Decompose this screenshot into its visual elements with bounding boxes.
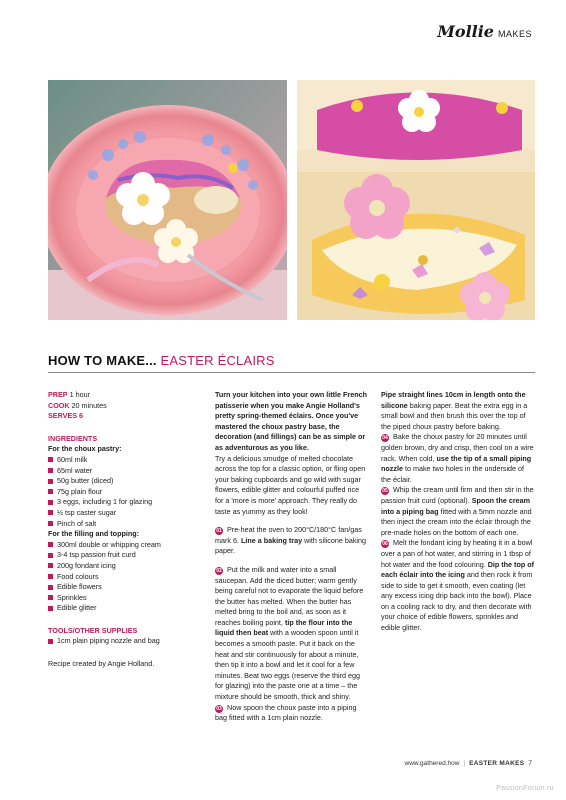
serves-value: 6 <box>79 411 84 421</box>
serves-label: SERVES <box>48 411 78 421</box>
list-item: Edible glitter <box>48 603 198 614</box>
brand-logo <box>437 22 532 41</box>
step-06: 06 Melt the fondant icing by heating it in a bowl over a pan of hot water, and stirring in 1 tbsp of hot water and the food colouring. Dip the top of each éclair into the icing and then rock it from side to side to get it smooth, even coating (let any excess icing drip back into the bowl). Place on a cooling rack to dry, and then decorate with your choice of edible flowers, sprinkles and edible glitter. <box>381 538 535 633</box>
filling-heading: For the filling and topping: <box>48 529 140 539</box>
step-03-continued: Pipe straight lines 10cm in length onto the silicone baking paper. Beat the extra egg in a small bowl and then brush this over the top of the piped choux pastry before baking. <box>381 390 528 431</box>
page-number: 7 <box>528 760 532 767</box>
bullet-square-icon <box>48 521 53 526</box>
list-item: 300ml double or whipping cream <box>48 540 198 551</box>
step-number-badge: 06 <box>382 541 388 548</box>
intro-text: Try a delicious smudge of melted chocolate across the top for a classic option, or fling open your baking cupboards and go wild with sugar flowers, edible glitter and colourful puffed rice for a 'more is more' approach. They really do taste as yummy as they look! <box>215 453 366 516</box>
bullet-square-icon <box>48 479 53 484</box>
method-column-1 <box>215 390 368 724</box>
section-title <box>48 353 275 368</box>
section-title-accent: EASTER ÉCLAIRS <box>160 353 275 368</box>
watermark: PassionForum.ru <box>496 785 554 792</box>
footer-divider: | <box>463 760 466 767</box>
bullet-square-icon <box>48 553 53 558</box>
title-divider <box>48 372 535 373</box>
list-item: ½ tsp caster sugar <box>48 508 198 519</box>
bullet-square-icon <box>48 606 53 611</box>
brand-script: Mollie <box>437 22 494 41</box>
footer-url[interactable]: www.gathered.how <box>404 760 460 767</box>
step-03: 03 Now spoon the choux paste into a piping bag fitted with a 1cm plain nozzle. <box>215 702 357 723</box>
list-item: 65ml water <box>48 466 198 477</box>
cook-label: COOK <box>48 400 70 410</box>
list-item: Sprinkles <box>48 593 198 604</box>
step-05: 05 Whip the cream until firm and then stir in the passion fruit curd (optional). Spoon the cream into a piping bag fitted with a 5mm nozzle and then inject the cream into the éclair through the pre-made holes on the bottom of each one. <box>381 485 534 537</box>
bullet-square-icon <box>48 468 53 473</box>
list-item: 200g fondant icing <box>48 561 198 572</box>
step-04: 04 Bake the choux pastry for 20 minutes until golden brown, dry and crisp, then cool on a wire rack. When cold, use the tip of a small piping nozzle to make two holes in the underside of the éclair. <box>381 432 534 484</box>
photo-eclairs-box <box>297 80 535 320</box>
list-item: 3 eggs, including 1 for glazing <box>48 497 198 508</box>
step-number-badge: 02 <box>216 567 222 574</box>
footer-section: EASTER MAKES <box>469 760 525 767</box>
brand-word: MAKES <box>497 29 532 39</box>
step-01: 01 Pre-heat the oven to 200°C/180°C fan/gas mark 6. Line a baking tray with silicone baking paper. <box>215 525 367 556</box>
step-number-badge: 01 <box>216 528 222 535</box>
serves-line <box>48 411 198 422</box>
pastry-heading: For the choux pastry: <box>48 444 122 454</box>
list-item: 3-4 tsp passion fruit curd <box>48 550 198 561</box>
recipe-credit: Recipe created by Angie Holland. <box>48 659 155 669</box>
page-footer <box>405 760 533 767</box>
method-column-2 <box>381 390 536 634</box>
step-number-badge: 03 <box>216 705 222 712</box>
bullet-square-icon <box>48 639 53 644</box>
photo-eclair-plate <box>48 80 287 320</box>
list-item: 75g plain flour <box>48 487 198 498</box>
step-number-badge: 05 <box>382 488 388 495</box>
bullet-square-icon <box>48 595 53 600</box>
ingredients-heading: INGREDIENTS <box>48 433 98 443</box>
prep-value: 1 hour <box>69 390 90 399</box>
list-item: 50g butter (diced) <box>48 476 198 487</box>
intro-bold: Turn your kitchen into your own little French patisserie when you make Angie Holland's pretty spring-themed éclairs. Once you've mastered the choux pastry base, the decoration (and fillings) can be as simple or as adventurous as you like. <box>215 390 368 452</box>
ingredients-column <box>48 390 198 670</box>
prep-label: PREP <box>48 390 68 399</box>
prep-line <box>48 390 198 401</box>
bullet-square-icon <box>48 563 53 568</box>
list-item: Food colours <box>48 572 198 583</box>
bullet-square-icon <box>48 542 53 547</box>
tools-heading: TOOLS/OTHER SUPPLIES <box>48 625 138 635</box>
bullet-square-icon <box>48 489 53 494</box>
step-number-badge: 04 <box>382 435 388 442</box>
bullet-square-icon <box>48 500 53 505</box>
bullet-square-icon <box>48 510 53 515</box>
step-02: 02 Put the milk and water into a small saucepan. Add the diced butter; warm gently being careful not to evaporate the liquid before the butter has melted. When the butter has melted bring to the boil and, as soon as it reaches boiling point, tip the flour into the liquid then beat with a wooden spoon until it becomes a smooth paste. Put it back on the heat and stir continuously for about a minute, then tip it into a bowl and let it cool for a few minutes. Beat two eggs (reserve the third egg for glazing) into the paste one at a time – the mixture should be smooth, thick and shiny. <box>215 564 364 702</box>
bullet-square-icon <box>48 574 53 579</box>
section-title-lead: HOW TO MAKE... <box>48 353 157 368</box>
bullet-square-icon <box>48 585 53 590</box>
bullet-square-icon <box>48 457 53 462</box>
list-item: Pinch of salt <box>48 519 198 530</box>
list-item: Edible flowers <box>48 582 198 593</box>
cook-value: 20 minutes <box>71 400 107 410</box>
list-item: 1cm plain piping nozzle and bag <box>48 636 198 647</box>
cook-line <box>48 401 198 412</box>
list-item: 60ml milk <box>48 455 198 466</box>
